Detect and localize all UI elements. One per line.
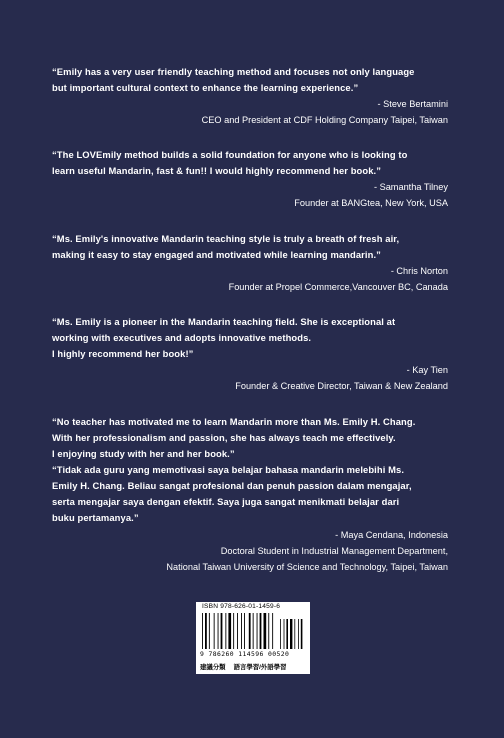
testimonial-attribution xyxy=(202,96,448,128)
quote-line: “Ms. Emily's innovative Mandarin teaching style is truly a breath of fresh air, xyxy=(52,233,400,244)
testimonial-attribution xyxy=(166,527,448,575)
category-label: 建議分類 xyxy=(200,664,226,671)
quote-line: “Ms. Emily is a pioneer in the Mandarin teaching field. She is exceptional at xyxy=(52,316,396,327)
testimonial-quote xyxy=(52,414,452,526)
category-value: 語言學習/外語學習 xyxy=(233,664,287,671)
testimonial-quote xyxy=(52,64,452,96)
testimonial-attribution xyxy=(229,263,448,295)
attribution-title: Founder & Creative Director, Taiwan & New Zealand xyxy=(235,381,448,391)
quote-line: I enjoying study with her and her book.” xyxy=(52,448,235,459)
quote-line: Emily H. Chang. Beliau sangat profesional dan penuh passion dalam mengajar, xyxy=(52,480,412,491)
isbn-label: ISBN 978-626-01-1459-6 xyxy=(202,603,281,610)
attribution-name: - Steve Bertamini xyxy=(377,99,448,109)
quote-line: working with executives and adopts innovative methods. xyxy=(52,332,312,343)
quote-line: I highly recommend her book!” xyxy=(52,348,194,359)
isbn-barcode xyxy=(196,602,310,674)
testimonial-quote xyxy=(52,314,452,362)
quote-line: With her professionalism and passion, she has always teach me effectively. xyxy=(52,432,396,443)
quote-line: “Tidak ada guru yang memotivasi saya belajar bahasa mandarin melebihi Ms. xyxy=(52,464,405,475)
attribution-title: CEO and President at CDF Holding Company Taipei, Taiwan xyxy=(201,115,448,125)
quote-line: but important cultural context to enhance the learning experience.” xyxy=(52,82,359,93)
attribution-title: National Taiwan University of Science and Technology, Taipei, Taiwan xyxy=(166,562,448,572)
quote-line: making it easy to stay engaged and motivated while learning mandarin.” xyxy=(52,249,381,260)
quote-line: “The LOVEmily method builds a solid foundation for anyone who is looking to xyxy=(52,149,408,160)
quote-line: “Emily has a very user friendly teaching method and focuses not only language xyxy=(52,66,415,77)
testimonial-quote xyxy=(52,231,452,263)
barcode-digits: 9 786260 114596 00520 xyxy=(200,650,290,658)
attribution-title: Founder at BANGtea, New York, USA xyxy=(294,198,448,208)
barcode-icon xyxy=(202,613,304,649)
attribution-name: - Kay Tien xyxy=(406,365,448,375)
book-category xyxy=(200,662,286,671)
testimonial-attribution xyxy=(294,179,448,211)
quote-line: serta mengajar saya dengan efektif. Saya juga sangat menikmati belajar dari xyxy=(52,496,400,507)
testimonial-attribution xyxy=(235,362,448,394)
attribution-name: - Chris Norton xyxy=(390,266,448,276)
quote-line: “No teacher has motivated me to learn Mandarin more than Ms. Emily H. Chang. xyxy=(52,416,416,427)
attribution-title: Doctoral Student in Industrial Management Department, xyxy=(220,546,448,556)
attribution-name: - Samantha Tilney xyxy=(373,182,448,192)
testimonial-quote xyxy=(52,147,452,179)
attribution-title: Founder at Propel Commerce,Vancouver BC, Canada xyxy=(228,282,448,292)
attribution-name: - Maya Cendana, Indonesia xyxy=(335,530,448,540)
quote-line: learn useful Mandarin, fast & fun!! I would highly recommend her book.” xyxy=(52,165,382,176)
quote-line: buku pertamanya.” xyxy=(52,512,139,523)
